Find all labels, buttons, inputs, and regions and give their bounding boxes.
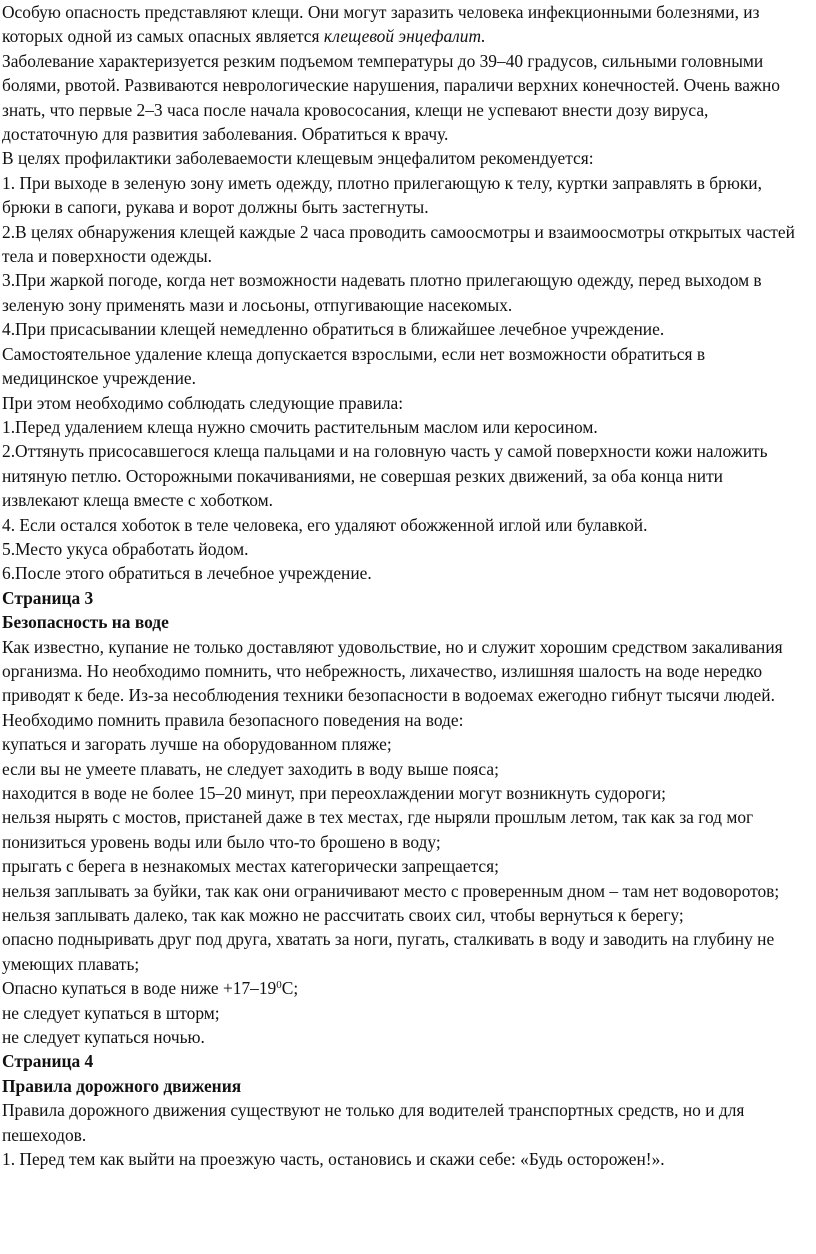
prevention-intro: В целях профилактики заболеваемости клещевым энцефалитом рекомендуется: <box>2 148 594 169</box>
water-rule-item: купаться и загорать лучше на оборудованном пляже; <box>2 734 392 755</box>
prevention-item: 4.При присасывании клещей немедленно обратиться в ближайшее лечебное учреждение. <box>2 319 665 340</box>
prevention-item: 3.При жаркой погоде, когда нет возможности надевать плотно прилегающую одежду, перед выходом в зеленую зону применять мази и лосьоны, отпугивающие насекомых. <box>2 270 762 315</box>
water-rule-item: прыгать с берега в незнакомых местах категорически запрещается; <box>2 856 499 877</box>
traffic-rules-title: Правила дорожного движения <box>2 1075 242 1096</box>
temperature-unit: С; <box>281 978 299 999</box>
ticks-intro-paragraph <box>2 0 804 49</box>
page-4-label: Страница 4 <box>2 1051 94 1072</box>
page-3-label: Страница 3 <box>2 587 94 608</box>
prevention-item: 1. При выходе в зеленую зону иметь одежду, плотно прилегающую к телу, куртки заправлять в брюки, брюки в сапоги, рукава и ворот должны быть застегнуты. <box>2 172 762 218</box>
traffic-rules-intro: Правила дорожного движения существуют не только для водителей транспортных средств, но и для пешеходов. <box>2 1100 745 1145</box>
water-safety-intro: Как известно, купание не только доставляют удовольствие, но и служит хорошим средством закаливания организма. Но необходимо помнить, что небрежность, лихачество, излишняя шалость на воде нередко приводят к беде. Из-за несоблюдения техники безопасности в водоемах ежегодно гибнут тысячи людей. <box>2 636 783 706</box>
water-temperature-rule <box>2 976 804 1000</box>
tick-encephalitis-term: клещевой энцефалит. <box>323 26 486 47</box>
traffic-rule-item: 1. Перед тем как выйти на проезжую часть, остановись и скажи себе: «Будь осторожен!». <box>2 1149 665 1170</box>
removal-rule-item: 5.Место укуса обработать йодом. <box>2 538 249 559</box>
water-rules-intro: Необходимо помнить правила безопасного поведения на воде: <box>2 709 464 730</box>
prevention-item: 2.В целях обнаружения клещей каждые 2 часа проводить самоосмотры и взаимоосмотры открытых частей тела и поверхности одежды. <box>2 221 795 267</box>
removal-rule-item: 2.Оттянуть присосавшегося клеща пальцами и на головную часть у самой поверхности кожи наложить нитяную петлю. Осторожными покачиваниями, не совершая резких движений, за оба конца нити извлекают клеща вместе с хоботком. <box>2 441 768 511</box>
water-rule-item: нельзя заплывать далеко, так как можно не рассчитать своих сил, чтобы вернуться к берегу; <box>2 905 684 926</box>
water-rule-item: нельзя заплывать за буйки, так как они ограничивают место с проверенным дном – там нет водоворотов; <box>2 880 780 901</box>
water-rule-item: не следует купаться в шторм; <box>2 1002 220 1023</box>
self-removal-paragraph: Самостоятельное удаление клеща допускается взрослыми, если нет возможности обратиться в медицинское учреждение. <box>2 343 706 389</box>
temperature-text: Опасно купаться в воде ниже +17–19 <box>2 978 277 999</box>
water-safety-title: Безопасность на воде <box>2 612 169 633</box>
water-rule-item: не следует купаться ночью. <box>2 1027 205 1048</box>
ticks-intro-text: Особую опасность представляют клещи. Они могут заразить человека инфекционными болезнями, из которых одной из самых опасных является <box>2 2 760 47</box>
removal-rule-item: 4. Если остался хоботок в теле человека, его удаляют обожженной иглой или булавкой. <box>2 514 648 535</box>
water-rule-item: нельзя нырять с мостов, пристаней даже в тех местах, где ныряли прошлым летом, так как за год мог понизиться уровень воды или было что-то брошено в воду; <box>2 807 754 852</box>
removal-rule-item: 1.Перед удалением клеща нужно смочить растительным маслом или керосином. <box>2 416 598 437</box>
disease-description-paragraph: Заболевание характеризуется резким подъемом температуры до 39–40 градусов, сильными головными болями, рвотой. Развиваются неврологические нарушения, параличи верхних конечностей. Очень важно знать, что первые 2–3 часа после начала кровососания, клещи не успевают внести дозу вируса, достаточную для развития заболевания. Обратиться к врачу. <box>2 50 780 145</box>
water-rule-item: находится в воде не более 15–20 минут, при переохлаждении могут возникнуть судороги; <box>2 783 666 803</box>
water-rule-item: опасно подныривать друг под друга, хватать за ноги, пугать, сталкивать в воду и заводить на глубину не умеющих плавать; <box>2 929 775 974</box>
removal-rule-item: 6.После этого обратиться в лечебное учреждение. <box>2 563 372 584</box>
degree-superscript: 0 <box>276 979 282 992</box>
water-rule-item: если вы не умеете плавать, не следует заходить в воду выше пояса; <box>2 758 499 779</box>
removal-rules-intro: При этом необходимо соблюдать следующие правила: <box>2 392 404 413</box>
